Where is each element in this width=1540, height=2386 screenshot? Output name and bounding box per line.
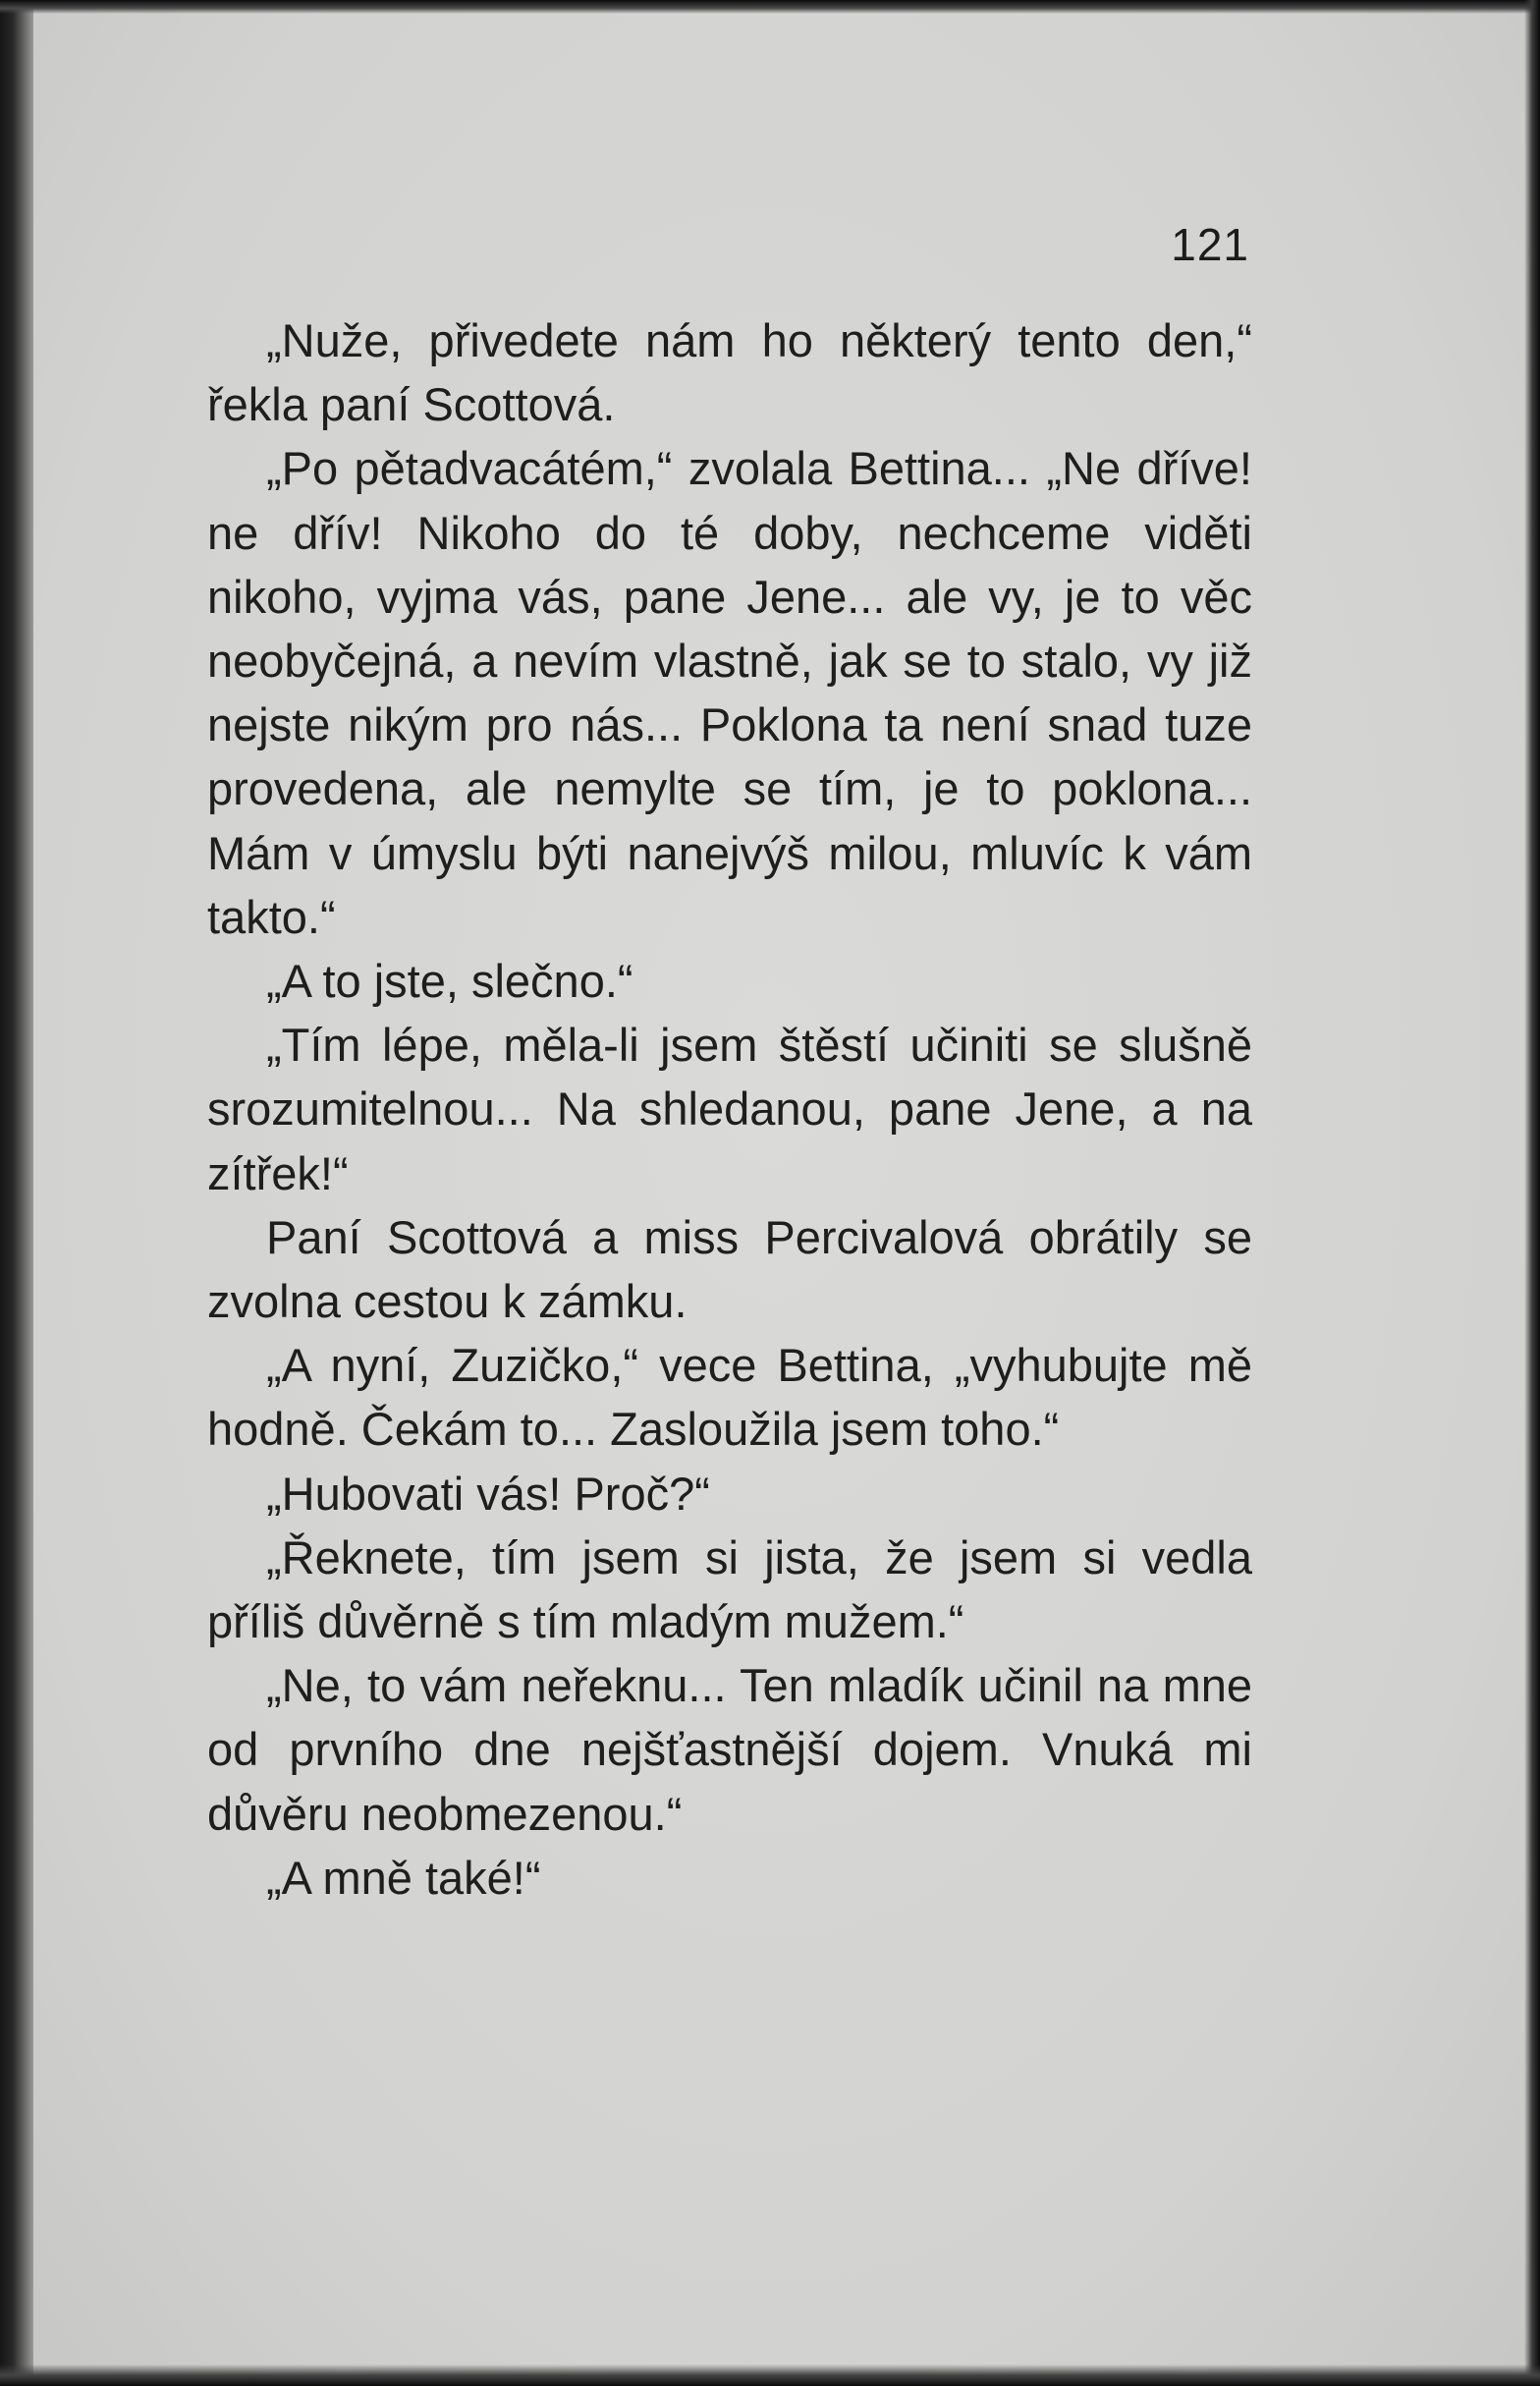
paragraph: Paní Scottová a miss Percivalová obrátily se zvolna cestou k zámku.: [207, 1210, 1252, 1328]
scan-left-edge: [0, 0, 33, 2386]
paragraph: „A mně také!“: [266, 1851, 541, 1904]
page-number: 121: [1171, 219, 1249, 270]
paragraph: „Tím lépe, měla-li jsem štěstí učiniti se slušně srozumitelnou... Na shledanou, pane Jene, a na zítřek!“: [207, 1019, 1252, 1199]
paragraph: „Ne, to vám neřeknu... Ten mladík učinil na mne od prvního dne nejšťastnější dojem. Vnuká mi důvěru neobmezenou.“: [207, 1659, 1252, 1840]
paragraph: „Hubovati vás! Proč?“: [266, 1467, 710, 1520]
paragraph: „A nyní, Zuzičko,“ vece Bettina, „vyhubujte mě hodně. Čekám to... Zasloužila jsem toho.“: [207, 1339, 1252, 1456]
paragraph: „Řeknete, tím jsem si jista, že jsem si vedla příliš důvěrně s tím mladým mužem.“: [207, 1530, 1252, 1648]
paragraph: „A to jste, slečno.“: [266, 955, 633, 1008]
scan-right-edge: [1524, 0, 1540, 2386]
body-text: [207, 308, 1252, 1910]
paragraph: „Po pětadvacátém,“ zvolala Bettina... „Ne dříve! ne dřív! Nikoho do té doby, nechceme viděti nikoho, vyjma vás, pane Jene... ale vy, je to věc neobyčejná, a nevím vlastně, jak se to stalo, vy již nejste nikým pro nás... Poklona ta není snad tuze provedena, ale nemylte se tím, je to poklona... Mám v úmyslu býti nanejvýš milou, mluvíc k vám takto.“: [207, 442, 1252, 943]
paragraph: „Nuže, přivedete nám ho některý tento den,“ řekla paní Scottová.: [207, 314, 1252, 431]
scan-top-edge: [0, 0, 1540, 14]
scan-bottom-edge: [0, 2364, 1540, 2386]
